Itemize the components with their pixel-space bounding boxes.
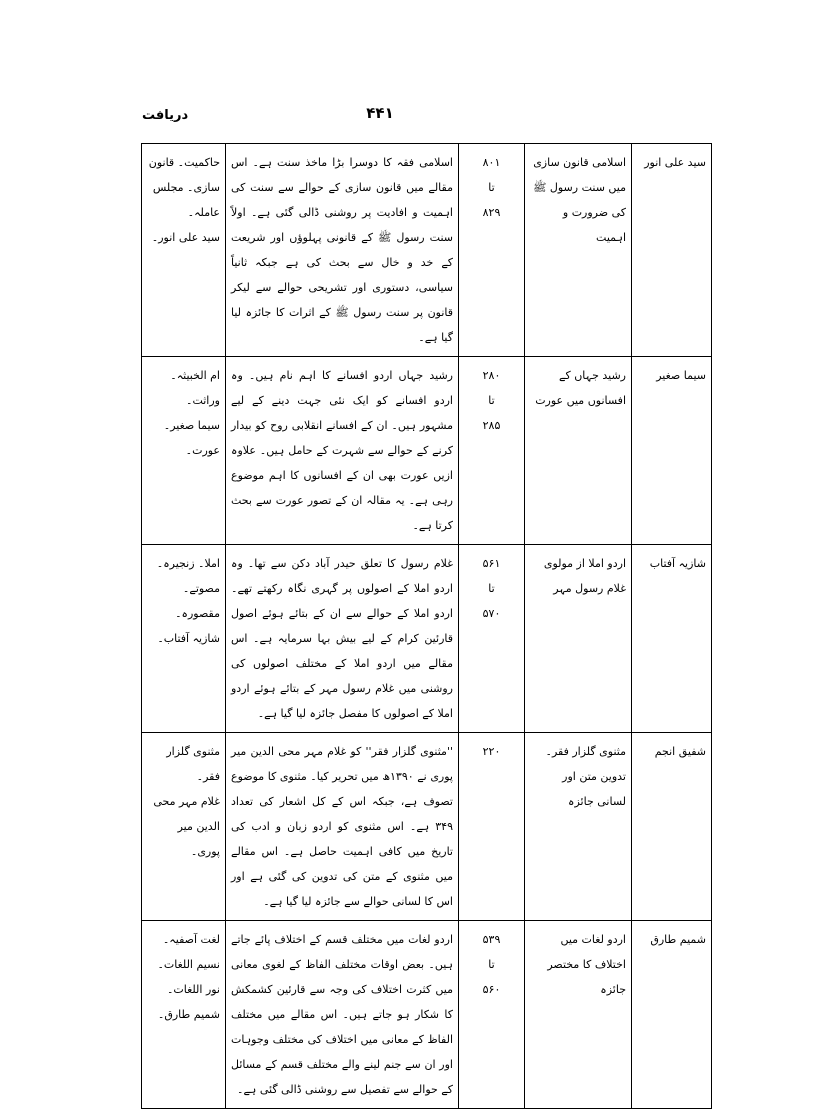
pages-cell	[459, 357, 525, 545]
keyword: شمیم طارق۔	[157, 1008, 220, 1021]
author-cell: شفیق انجم	[632, 733, 712, 921]
page-to: ۵۷۰	[482, 607, 501, 620]
page-to: ۸۲۹	[482, 206, 501, 219]
page-sep: تا	[488, 394, 495, 407]
summary-cell: غلام رسول کا تعلق حیدر آباد دکن سے تھا۔ وہ اردو املا کے اصولوں پر گہری نگاہ رکھتے تھے۔ اردو املا کے حوالے سے ان کے بتائے ہوئے اصول قارئین کرام کے لیے بیش بہا سرمایہ ہے۔ اس مقالے میں اردو املا کے مختلف اصولوں کی روشنی میں غلام رسول مہر کے بتائے ہوئے اردو املا کے اصولوں کا مفصل جائزہ لیا گیا ہے۔	[226, 545, 459, 733]
page-from: ۵۶۱	[482, 557, 501, 570]
page-sep: تا	[488, 181, 495, 194]
page-sep: تا	[488, 582, 495, 595]
table-row	[142, 921, 712, 1109]
title-cell: رشید جہاں کے افسانوں میں عورت	[525, 357, 632, 545]
keyword: شازیہ آفتاب۔	[157, 632, 220, 645]
summary-cell: ''مثنوی گلزار فقر'' کو غلام مہر محی الدین میر پوری نے ۱۳۹۰ھ میں تحریر کیا۔ مثنوی کا موضوع تصوف ہے، جبکہ اس کے کل اشعار کی تعداد ۳۴۹ ہے۔ اس مثنوی کو اردو زبان و ادب کی تاریخ میں کافی اہمیت حاصل ہے۔ اس مقالے میں مثنوی کے متن کی تدوین کی گئی ہے اور اس کا لسانی حوالے سے جائزہ لیا گیا ہے۔	[226, 733, 459, 921]
pages-cell	[459, 144, 525, 357]
keyword: مقصورہ۔	[175, 607, 220, 620]
keyword: حاکمیت۔ قانون سازی۔ مجلس عاملہ۔	[148, 156, 220, 219]
summary-cell: اسلامی فقہ کا دوسرا بڑا ماخذ سنت ہے۔ اس مقالے میں قانون سازی کے حوالے سے سنت کی اہمیت و افادیت پر روشنی ڈالی گئی ہے۔ اولاً سنت رسول ﷺ کے قانونی پہلوؤں اور شریعت کے خد و خال سے بحث کی ہے جبکہ ثانیاً سیاسی، دستوری اور تشریحی حوالے سے لیکر قانون پر سنت رسول ﷺ کے اثرات کا جائزہ لیا گیا ہے۔	[226, 144, 459, 357]
title-cell: اردو املا از مولوی غلام رسول مہر	[525, 545, 632, 733]
title-cell: اردو لغات میں اختلاف کا مختصر جائزہ	[525, 921, 632, 1109]
author-cell: سیما صغیر	[632, 357, 712, 545]
article-index-table	[141, 143, 712, 1109]
pages-cell	[459, 921, 525, 1109]
keyword: نسیم اللغات۔	[157, 958, 220, 971]
page-from: ۲۸۰	[482, 369, 501, 382]
table-row	[142, 357, 712, 545]
page-to: ۲۸۵	[482, 419, 501, 432]
title-cell: مثنوی گلزار فقر۔ تدوین متن اور لسانی جائزہ	[525, 733, 632, 921]
page-from: ۵۳۹	[482, 933, 501, 946]
page-sep: تا	[488, 958, 495, 971]
keywords-cell	[142, 733, 226, 921]
summary-cell: اردو لغات میں مختلف قسم کے اختلاف پائے جاتے ہیں۔ بعض اوقات مختلف الفاظ کے لغوی معانی میں کثرت اختلاف کی وجہ سے قارئین کشمکش کا شکار ہو جاتے ہیں۔ اس مقالے میں مختلف الفاظ کے معانی میں اختلاف کی مختلف وجوہات اور ان سے جنم لینے والے مختلف قسم کے مسائل کے حوالے سے تفصیل سے روشنی ڈالی گئی ہے۔	[226, 921, 459, 1109]
keywords-cell	[142, 357, 226, 545]
title-cell: اسلامی قانون سازی میں سنت رسول ﷺ کی ضرورت و اہمیت	[525, 144, 632, 357]
page-to: ۵۶۰	[482, 983, 501, 996]
keywords-cell	[142, 144, 226, 357]
table-row	[142, 545, 712, 733]
keyword: سید علی انور۔	[151, 231, 220, 244]
summary-cell: رشید جہاں اردو افسانے کا اہم نام ہیں۔ وہ اردو افسانے کو ایک نئی جہت دینے کے لیے مشہور ہیں۔ ان کے افسانے انقلابی روح کو بیدار کرنے کے حوالے سے شہرت کے حامل ہیں۔ علاوہ ازیں عورت بھی ان کے افسانوں کا اہم موضوع رہی ہے۔ یہ مقالہ ان کے تصور عورت سے بحث کرتا ہے۔	[226, 357, 459, 545]
pages-cell	[459, 733, 525, 921]
page-from: ۸۰۱	[482, 156, 501, 169]
page-number: ۴۴۱	[366, 104, 394, 122]
page-from: ۲۲۰	[482, 745, 501, 758]
keyword: وراثت۔	[186, 394, 220, 407]
keyword: لغت آصفیہ۔	[162, 933, 220, 946]
keywords-cell	[142, 545, 226, 733]
keywords-cell	[142, 921, 226, 1109]
keyword: نور اللغات۔	[166, 983, 220, 996]
keyword: املا۔ زنجیرہ۔	[156, 557, 220, 570]
pages-cell	[459, 545, 525, 733]
author-cell: سید علی انور	[632, 144, 712, 357]
running-header: دریافت	[142, 108, 189, 123]
keyword: ام الخبیثہ۔	[170, 369, 220, 382]
keyword: عورت۔	[185, 444, 220, 457]
table-row	[142, 144, 712, 357]
author-cell: شازیہ آفتاب	[632, 545, 712, 733]
keyword: سیما صغیر۔	[163, 419, 220, 432]
author-cell: شمیم طارق	[632, 921, 712, 1109]
keyword: مصوتے۔	[182, 582, 220, 595]
table-row	[142, 733, 712, 921]
keyword: مثنوی گلزار فقر۔	[166, 745, 220, 783]
keyword: غلام مہر محی الدین میر پوری۔	[153, 795, 220, 858]
